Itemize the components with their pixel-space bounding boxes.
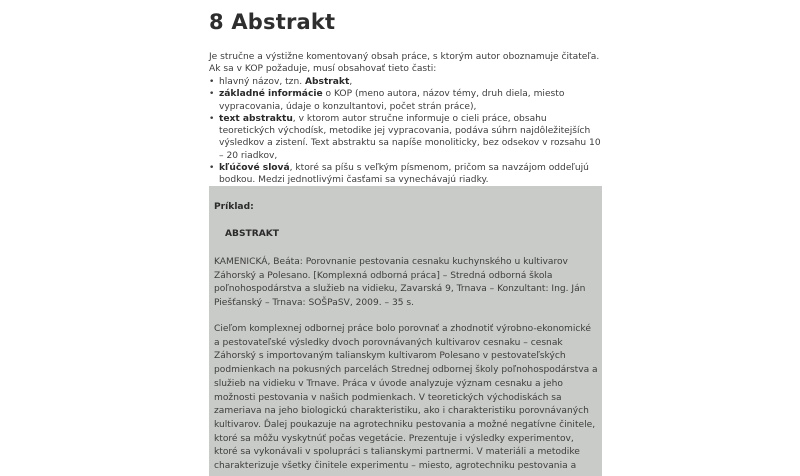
list-item-text: , v ktorom autor stručne informuje o cieli práce, obsahu teoretických východísk, metodike jej vypracovania, podáva súhrn najdôležitejších výsledkov a zistení. Text abstraktu sa napíše monoliticky, bez odsekov v rozsahu 10 – 20 riadkov, bbox=[219, 113, 601, 161]
citation-paragraph: KAMENICKÁ, Beáta: Porovnanie pestovania cesnaku kuchynského u kultivarov Záhorský a Polesano. [Komplexná odborná práca] – Stredná odborná škola poľnohospodárstva a služieb na vidieku, Zavarská 9, Trnava – Konzultant: Ing. Ján Piešťanský – Trnava: SOŠPaSV, 2009. – 35 s. bbox=[214, 257, 586, 309]
list-item-bold: kľúčové slová bbox=[219, 163, 290, 174]
list-item-text: , bbox=[349, 77, 353, 87]
required-parts-list bbox=[209, 76, 602, 187]
bullet-icon: • bbox=[209, 163, 215, 174]
bullet-icon: • bbox=[209, 77, 215, 87]
list-item-bold: základné informácie bbox=[219, 89, 323, 100]
list-item-bold: text abstraktu bbox=[219, 113, 293, 124]
intro-paragraph: Je stručne a výstižne komentovaný obsah práce, s ktorým autor oboznamuje čitateľa. Ak sa v KOP požaduje, musí obsahovať tieto časti: bbox=[209, 52, 600, 75]
bullet-icon: • bbox=[209, 89, 215, 100]
list-item-bold: Abstrakt bbox=[305, 77, 350, 87]
list-item bbox=[209, 162, 602, 187]
abstract-title: ABSTRAKT bbox=[225, 229, 280, 239]
bullet-icon: • bbox=[209, 113, 215, 124]
example-label: Príklad: bbox=[214, 202, 254, 212]
list-item bbox=[209, 88, 602, 113]
section-heading: 8 Abstrakt bbox=[209, 10, 336, 34]
abstract-body-paragraph: Cieľom komplexnej odbornej práce bolo porovnať a zhodnotiť výrobno-ekonomické a pestovateľské výsledky dvoch porovnávaných kultivarov cesnaku – cesnak Záhorský s importovaným talianskym kultivarom Polesano v pestovateľských podmienkach na pokusných parcelách Strednej odbornej školy poľnohospodárstva a služieb na vidieku v Trnave. Práca v úvode analyzuje význam cesnaku a jeho možnosti pestovania v našich podmienkach. V teoretických východiskách sa zameriava na jeho biologickú charakteristiku, ako i charakteristiku porovnávaných kultivarov. Ďalej poukazuje na agrotechniku pestovania a možné negatívne činitele, ktoré sa môžu vyskytnúť počas vegetácie. Prezentuje i výsledky experimentov, ktoré sa vykonávali v spolupráci s talianskymi partnermi. V materiáli a metodike charakterizuje všetky činitele experimentu – miesto, agrotechniku pestovania a bbox=[214, 324, 598, 472]
list-item-text: hlavný názov, tzn. bbox=[219, 77, 305, 87]
example-box bbox=[209, 186, 602, 476]
list-item bbox=[209, 113, 602, 162]
list-item-text: o KOP (meno autora, názov témy, druh diela, miesto vypracovania, údaje o konzultantovi, počet strán práce), bbox=[219, 89, 565, 112]
list-item bbox=[209, 76, 602, 88]
list-item-text: , ktoré sa píšu s veľkým písmenom, pričom sa navzájom oddeľujú bodkou. Medzi jednotlivými časťami sa vynechávajú riadky. bbox=[219, 163, 589, 186]
